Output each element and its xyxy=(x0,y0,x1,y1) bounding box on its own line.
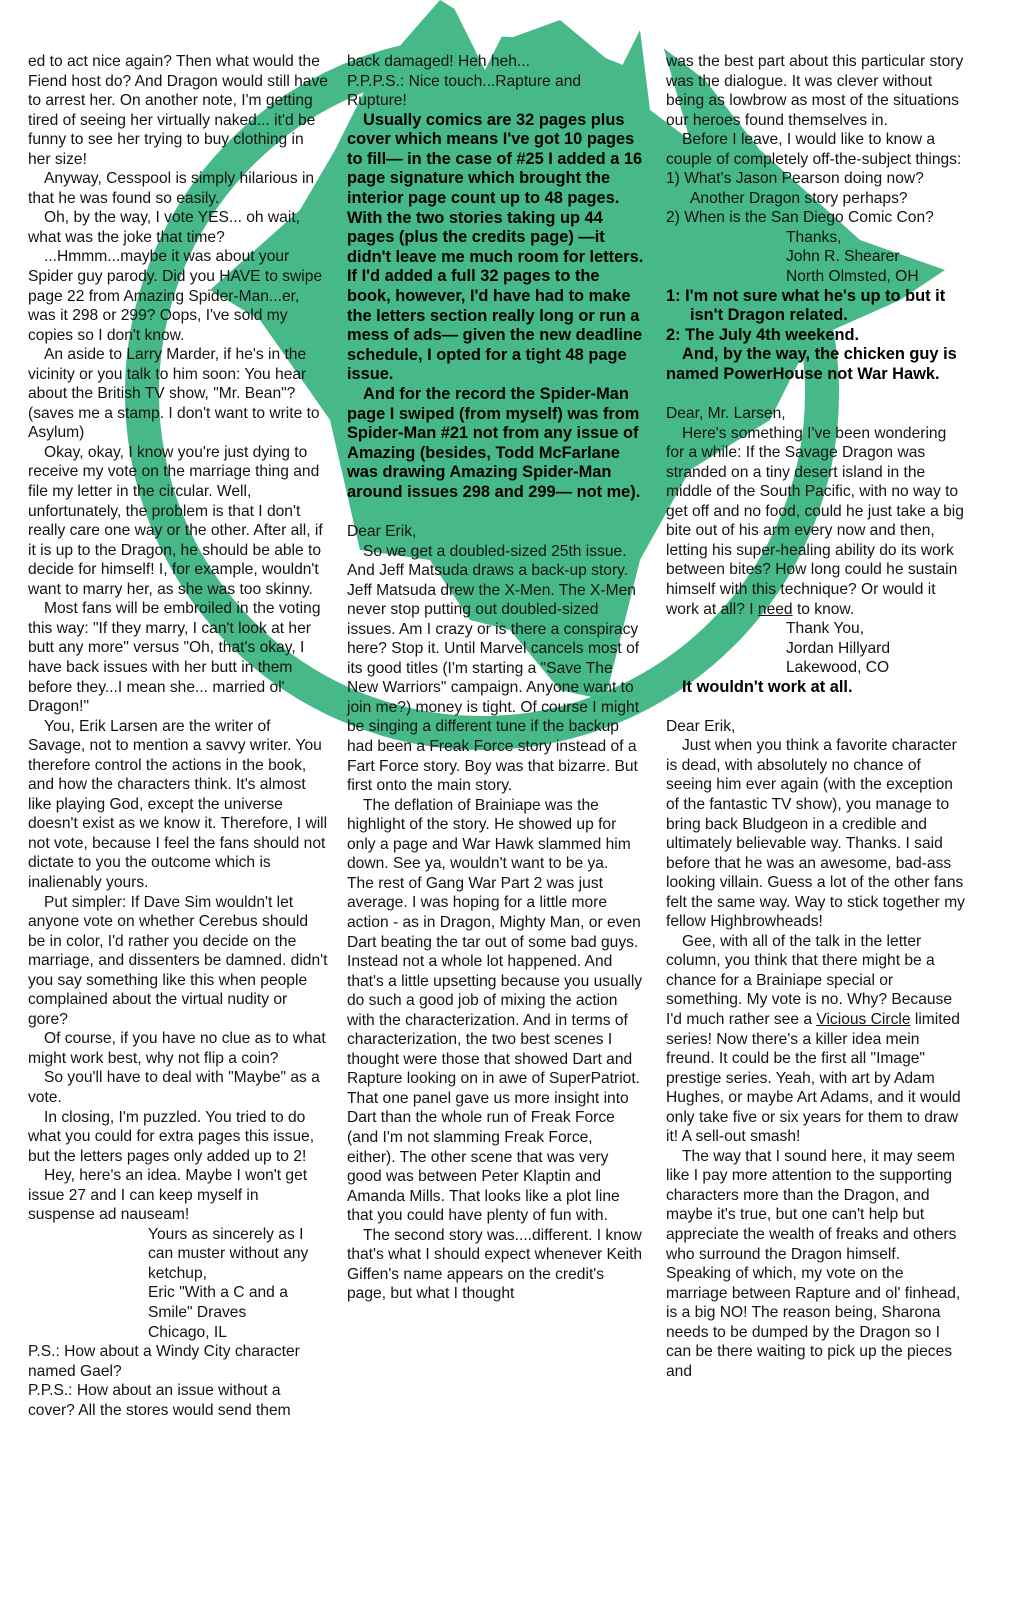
letter-paragraph: Anyway, Cesspool is simply hilarious in that he was found so easily. xyxy=(28,170,315,207)
letter-paragraph: Oh, by the way, I vote YES... oh wait, what was the joke that time? xyxy=(28,209,300,246)
letter-postscript: P.P.P.S.: Nice touch...Rapture and Rupture! xyxy=(347,72,582,110)
letter-paragraph: was the best part about this particular story was the dialogue. It was clever without being as lowbrow as most of the situations our heroes found themselves in. xyxy=(666,53,964,129)
letter-paragraph: Put simpler: If Dave Sim wouldn't let anyone vote on whether Cerebus should be in color, I'd rather you decide on the marriage, and dissenters be damned. didn't you say something like this when people complained about the virtual nudity or gore? xyxy=(28,893,328,1028)
letter-paragraph: ...Hmmm...maybe it was about your Spider guy parody. Did you HAVE to swipe page 22 from Amazing Spider-Man...er, was it 298 or 299? Oops, I've sold my copies so I don't know. xyxy=(28,248,323,344)
letter-paragraph: Hey, here's an idea. Maybe I won't get issue 27 and I can keep myself in suspense ad nauseam! xyxy=(28,1167,308,1224)
letter-author: John R. Shearer xyxy=(786,248,900,266)
editor-reply: Usually comics are 32 pages plus cover which means I've got 10 pages to fill— in the case of #25 I added a 16 page signature which brought the interior page count up to 48 pages. With the two stories taking up 44 pages (plus the credits page) —it didn't leave me much room for letters. If I'd added a full 32 pages to the book, however, I'd have had to make the letters section really long or run a mess of ads— given the new deadline schedule, I opted for a tight 48 page issue. xyxy=(347,110,644,384)
letter-paragraph: Okay, okay, I know you're just dying to receive my vote on the marriage thing and file my letter in the circular. Well, unfortunately, the problem is that I don't really care one way or the other. After all, if it is up to the Dragon, he should be able to decide for himself! I, for example, wouldn't want to marry her, as she was too skinny. xyxy=(28,443,323,598)
editor-reply: 1: I'm not sure what he's up to but it isn't Dragon related. xyxy=(666,286,946,325)
letter-salutation: Dear, Mr. Larsen, xyxy=(666,405,786,423)
letter-paragraph: In closing, I'm puzzled. You tried to do what you could for extra pages this issue, but the letters pages only added up to 2! xyxy=(28,1108,315,1165)
underlined-word: need xyxy=(757,600,793,618)
letter-paragraph: So we get a doubled-sized 25th issue. And Jeff Matsuda draws a back-up story. Jeff Matsuda drew the X-Men. The X-Men never stop putting out doubled-sized issues. Am I crazy or is there a conspiracy here? Stop it. Until Marvel cancels most of its good titles (I'm starting a "Save The New Warriors" campaign. Anyone want to join me?) money is tight. Of course I might be singing a different tune if the backup had been a Freak Force story instead of a Fart Force story. Boy was that bizarre. But first onto the main story. xyxy=(347,542,640,795)
letters-column-3 xyxy=(666,52,966,1381)
letter-postscript: P.P.S.: How about an issue without a cover? All the stores would send them xyxy=(28,1382,291,1419)
letter-paragraph: Of course, if you have no clue as to what might work best, why not flip a coin? xyxy=(28,1030,326,1067)
letter-paragraph: back damaged! Heh heh... xyxy=(347,53,530,70)
letter-signoff: Yours as sincerely as I can muster without any ketchup, xyxy=(148,1225,309,1282)
editor-reply: 2: The July 4th weekend. xyxy=(666,325,860,344)
letter-author: Jordan Hillyard xyxy=(786,639,891,657)
letter-paragraph: ed to act nice again? Then what would the Fiend host do? And Dragon would still have to arrest her. On another note, I'm getting tired of seeing her virtually naked... it'd be funny to see her trying to buy clothing in her size! xyxy=(28,53,328,168)
letters-column-2 xyxy=(347,52,645,1304)
letter-signoff: Thanks, xyxy=(786,228,842,246)
letter-salutation: Dear Erik, xyxy=(666,717,736,735)
letter-question: 2) When is the San Diego Comic Con? xyxy=(666,209,934,227)
letters-column-1 xyxy=(28,52,328,1420)
letter-author: Eric "With a C and a Smile" Draves xyxy=(148,1284,288,1321)
letter-paragraph: Gee, with all of the talk in the letter column, you think that there might be a chance for a Brainiape special or something. My vote is no. Why? Because I'd much rather see a Vicious Circle limited series! Now there's a killer idea mein freund. It could be the first all "Image" prestige series. Yeah, with art by Adam Hughes, or maybe Art Adams, and it would only take five or six years for them to draw it! A sell-out smash! xyxy=(666,932,961,1146)
underlined-title: Vicious Circle xyxy=(816,1010,911,1028)
letter-paragraph: The deflation of Brainiape was the highlight of the story. He showed up for only a page and War Hawk slammed him down. See ya, wouldn't want to be ya. xyxy=(347,796,631,873)
letter-paragraph: The second story was....different. I know that's what I should expect whenever Keith Giffen's name appears on the credit's page, but what I thought xyxy=(347,1226,643,1303)
letter-paragraph: You, Erik Larsen are the writer of Savage, not to mention a savvy writer. You therefore control the actions in the book, and how the characters think. It's almost like playing God, except the universe doesn't exist as we know it. Therefore, I will not vote, because I feel the fans should not dictate to you the outcome which is inalienably yours. xyxy=(28,717,328,891)
editor-reply: And for the record the Spider-Man page I swiped (from myself) was from Spider-Man #21 not from any issue of Amazing (besides, Todd McFarlane was drawing Amazing Spider-Man around issues 298 and 299— not me). xyxy=(347,384,641,501)
letter-question: 1) What's Jason Pearson doing now? Another Dragon story perhaps? xyxy=(666,170,924,207)
letter-salutation: Dear Erik, xyxy=(347,523,417,541)
letter-paragraph: An aside to Larry Marder, if he's in the vicinity or you talk to him soon: You hear about the British TV show, "Mr. Bean"? (saves me a stamp. I don't want to write to Asylum) xyxy=(28,346,320,442)
letter-location: Lakewood, CO xyxy=(786,659,890,677)
editor-reply: It wouldn't work at all. xyxy=(682,677,853,696)
letter-paragraph: Here's something I've been wondering for a while: If the Savage Dragon was stranded on a tiny desert island in the middle of the South Pacific, with no way to get off and no food, could he just take a big bite out of his arm every now and then, letting his super-healing ability do its work between bites? How long could he sustain himself with this technique? Or would it work at all? I need to know. xyxy=(666,424,964,618)
letter-paragraph: So you'll have to deal with "Maybe" as a vote. xyxy=(28,1069,320,1106)
letter-paragraph: Before I leave, I would like to know a couple of completely off-the-subject things: xyxy=(666,131,962,168)
letter-signoff: Thank You, xyxy=(786,620,865,638)
letter-postscript: P.S.: How about a Windy City character named Gael? xyxy=(28,1343,300,1380)
editor-reply: And, by the way, the chicken guy is named PowerHouse not War Hawk. xyxy=(666,345,957,383)
letter-location: Chicago, IL xyxy=(148,1323,227,1341)
letter-paragraph: The way that I sound here, it may seem like I pay more attention to the supporting characters more than the Dragon, and maybe it's true, but one can't help but appreciate the wealth of freaks and others who surround the Dragon himself. Speaking of which, my vote on the marriage between Rapture and ol' finhead, is a big NO! The reason being, Sharona needs to be dumped by the Dragon so I can be there waiting to pick up the pieces and xyxy=(666,1147,961,1380)
letter-paragraph: Just when you think a favorite character is dead, with absolutely no chance of seeing him ever again (with the exception of the fantastic TV show), you manage to bring back Bludgeon in a credible and ultimately believable way. Thanks. I said before that he was an awesome, bad-ass looking villain. Guess a lot of the other fans felt the same way. Way to stick together my fellow Highbrowheads! xyxy=(666,737,965,931)
letter-location: North Olmsted, OH xyxy=(786,268,919,286)
letter-paragraph: Most fans will be embroiled in the voting this way: "If they marry, I can't look at her butt any more" versus "Oh, that's okay, I have back issues with her butt in them before they...I mean she... married ol' Dragon!" xyxy=(28,600,321,716)
letter-paragraph: The rest of Gang War Part 2 was just average. I was hoping for a little more action - as in Dragon, Mighty Man, or even Dart beating the tar out of some bad guys. Instead not a whole lot happened. And that's a little upsetting because you usually do such a good job of mixing the action with the characterization. And in terms of characterization, the two best scenes I thought were those that showed Dart and Rapture looking on in awe of SuperPatriot. That one panel gave us more insight into Dart than the whole run of Freak Force (and I'm not slamming Freak Force, either). The other scene that was very good was between Peter Klaptin and Amanda Mills. That looks like a plot line that you could have plenty of fun with. xyxy=(347,874,643,1225)
